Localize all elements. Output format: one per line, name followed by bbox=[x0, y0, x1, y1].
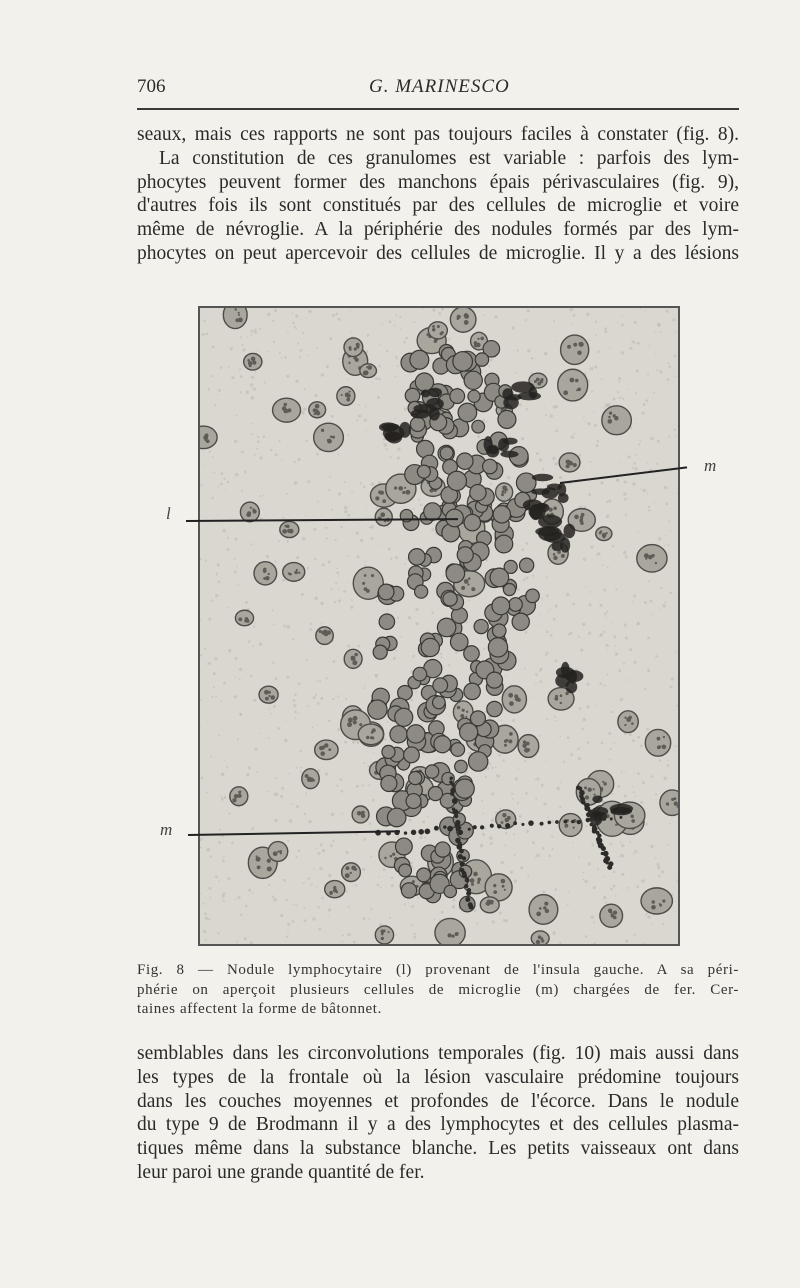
figure-label-l: l bbox=[166, 504, 171, 523]
figure-micrograph bbox=[198, 306, 680, 946]
text-line: dans les couches moyennes et profondes de l'écorce. Dans le nodule bbox=[137, 1090, 739, 1112]
running-head bbox=[137, 72, 739, 100]
caption-line: taines affectent la forme de bâtonnet. bbox=[137, 1001, 382, 1017]
text-line: leur paroi une grande quantité de fer. bbox=[137, 1161, 425, 1183]
text-line: même de névroglie. A la périphérie des nodules formés par des lym- bbox=[137, 219, 739, 241]
page-number: 706 bbox=[137, 76, 166, 97]
text-line: phocytes peuvent former des manchons épais périvasculaires (fig. 9), bbox=[137, 171, 739, 193]
caption-line: phérie on aperçoit plusieurs cellules de microglie (m) chargées de fer. Cer- bbox=[137, 981, 739, 998]
body-text-bottom bbox=[137, 1042, 739, 1185]
text-line: semblables dans les circonvolutions temporales (fig. 10) mais aussi dans bbox=[137, 1043, 739, 1064]
header-rule bbox=[137, 108, 739, 110]
text-line: d'autres fois ils sont constitués par des cellules de microglie et voire bbox=[137, 195, 739, 217]
text-line: du type 9 de Brodmann il y a des lymphocytes et des cellules plasma- bbox=[137, 1114, 739, 1136]
caption-line: Fig. 8 — Nodule lymphocytaire (l) provenant de l'insula gauche. A sa péri- bbox=[137, 962, 739, 978]
figure-label-m-right: m bbox=[704, 456, 717, 475]
text-line: tiques même dans la substance blanche. Les petits vaisseaux ont dans bbox=[137, 1138, 739, 1160]
body-text-top bbox=[137, 123, 739, 266]
text-line: les types de la frontale où la lésion vasculaire prédomine toujours bbox=[137, 1066, 739, 1088]
text-line: seaux, mais ces rapports ne sont pas toujours faciles à constater (fig. 8). bbox=[137, 124, 739, 145]
figure-caption bbox=[137, 961, 739, 1020]
figure-label-m-left: m bbox=[160, 820, 173, 839]
running-title: G. MARINESCO bbox=[369, 76, 510, 97]
micrograph-illustration bbox=[200, 308, 678, 944]
text-line: phocytes on peut apercevoir des cellules de microglie. Il y a des lésions bbox=[137, 242, 739, 264]
text-line: La constitution de ces granulomes est variable : parfois des lym- bbox=[159, 147, 739, 169]
